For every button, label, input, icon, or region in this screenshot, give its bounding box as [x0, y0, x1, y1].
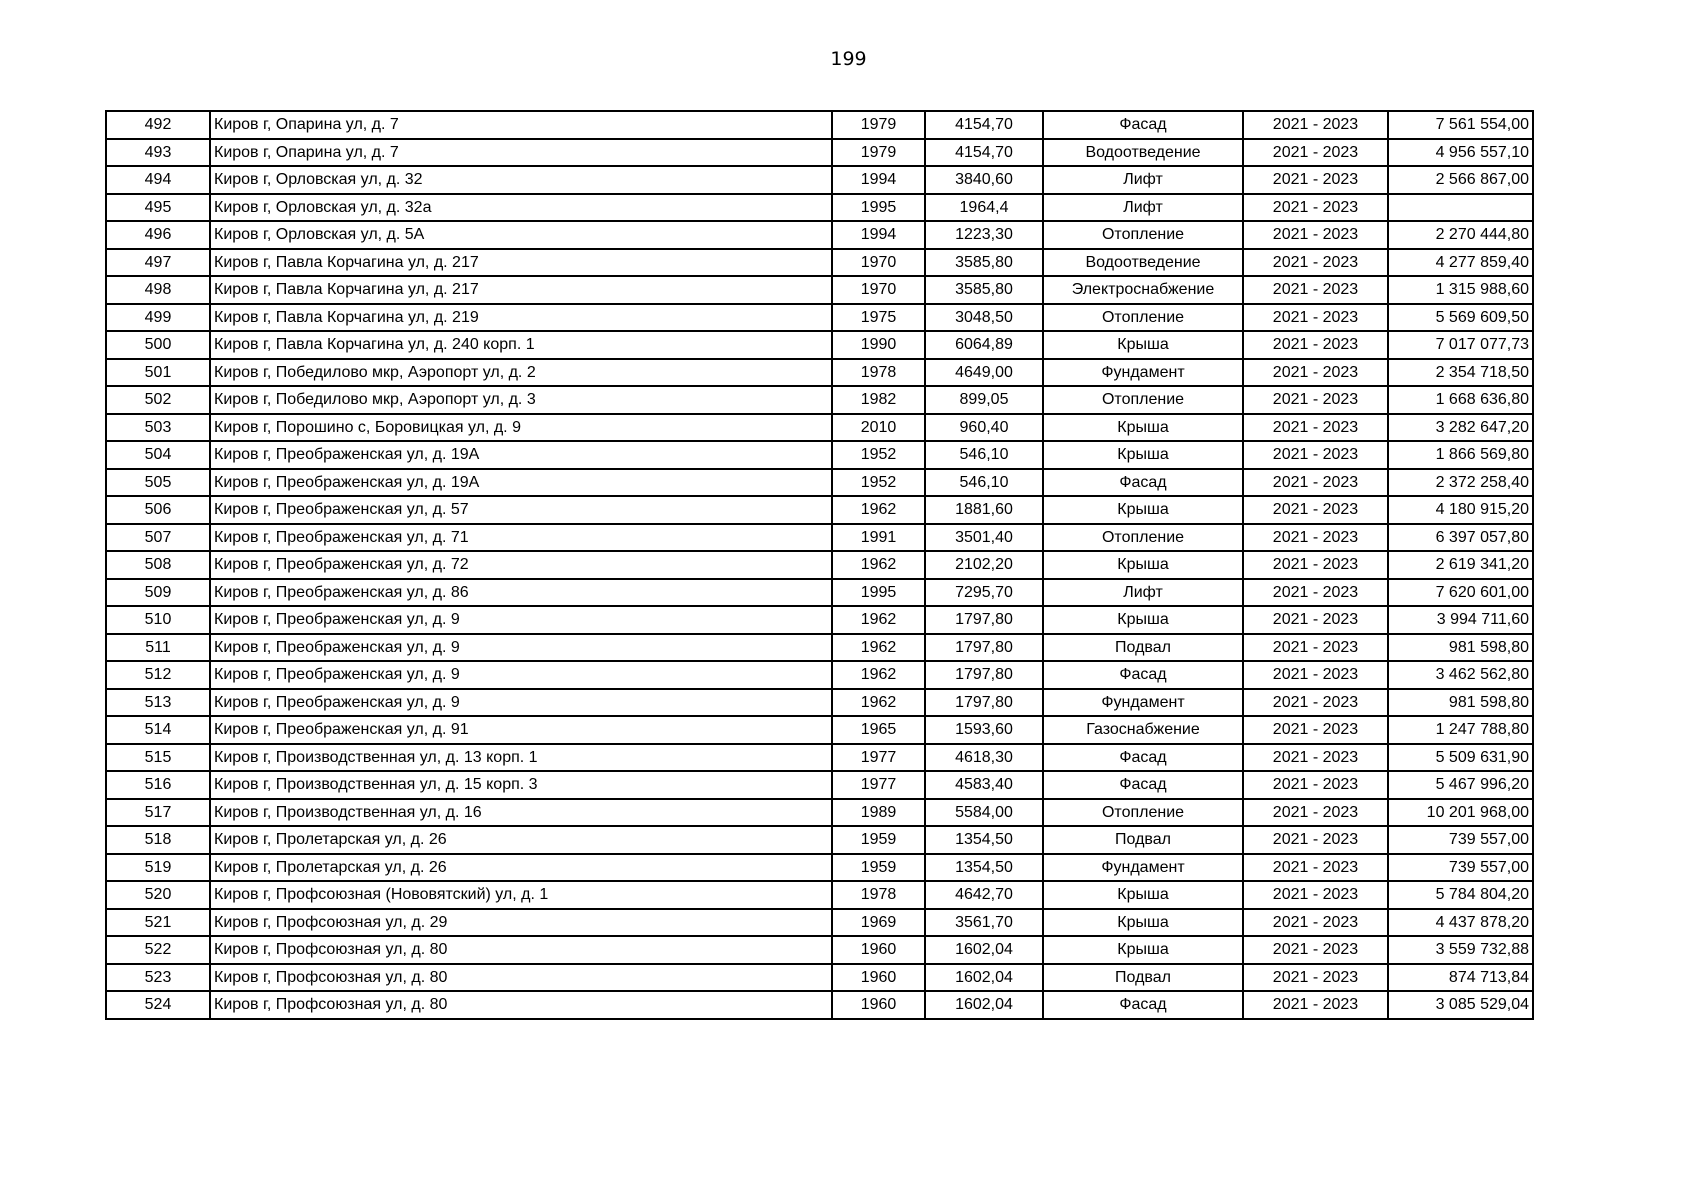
cost-cell: 2 619 341,20 [1388, 551, 1533, 579]
period-cell: 2021 - 2023 [1243, 606, 1388, 634]
address-cell: Киров г, Павла Корчагина ул, д. 217 [210, 276, 832, 304]
area-cell: 1602,04 [925, 964, 1043, 992]
table-row [106, 111, 1533, 139]
cost-cell: 1 866 569,80 [1388, 441, 1533, 469]
year-built-cell: 1978 [832, 881, 925, 909]
address-cell: Киров г, Пролетарская ул, д. 26 [210, 854, 832, 882]
year-built-cell: 1975 [832, 304, 925, 332]
address-cell: Киров г, Преображенская ул, д. 19А [210, 441, 832, 469]
area-cell: 1602,04 [925, 991, 1043, 1019]
row-number-cell: 519 [106, 854, 210, 882]
period-cell: 2021 - 2023 [1243, 991, 1388, 1019]
table-row [106, 661, 1533, 689]
row-number-cell: 499 [106, 304, 210, 332]
table-row [106, 881, 1533, 909]
cost-cell: 1 315 988,60 [1388, 276, 1533, 304]
year-built-cell: 1962 [832, 551, 925, 579]
row-number-cell: 524 [106, 991, 210, 1019]
row-number-cell: 515 [106, 744, 210, 772]
row-number-cell: 497 [106, 249, 210, 277]
row-number-cell: 502 [106, 386, 210, 414]
table-row [106, 936, 1533, 964]
cost-cell: 874 713,84 [1388, 964, 1533, 992]
period-cell: 2021 - 2023 [1243, 496, 1388, 524]
row-number-cell: 503 [106, 414, 210, 442]
cost-cell: 981 598,80 [1388, 634, 1533, 662]
work-type-cell: Лифт [1043, 166, 1243, 194]
cost-cell: 5 569 609,50 [1388, 304, 1533, 332]
area-cell: 899,05 [925, 386, 1043, 414]
row-number-cell: 500 [106, 331, 210, 359]
cost-cell: 7 620 601,00 [1388, 579, 1533, 607]
row-number-cell: 492 [106, 111, 210, 139]
table-row [106, 854, 1533, 882]
area-cell: 3561,70 [925, 909, 1043, 937]
table-row [106, 551, 1533, 579]
cost-cell: 5 509 631,90 [1388, 744, 1533, 772]
work-type-cell: Крыша [1043, 909, 1243, 937]
row-number-cell: 512 [106, 661, 210, 689]
year-built-cell: 1994 [832, 166, 925, 194]
period-cell: 2021 - 2023 [1243, 304, 1388, 332]
cost-cell: 1 668 636,80 [1388, 386, 1533, 414]
address-cell: Киров г, Павла Корчагина ул, д. 219 [210, 304, 832, 332]
row-number-cell: 494 [106, 166, 210, 194]
period-cell: 2021 - 2023 [1243, 716, 1388, 744]
area-cell: 4583,40 [925, 771, 1043, 799]
period-cell: 2021 - 2023 [1243, 551, 1388, 579]
cost-cell: 4 277 859,40 [1388, 249, 1533, 277]
year-built-cell: 1977 [832, 771, 925, 799]
area-cell: 1881,60 [925, 496, 1043, 524]
table-row [106, 139, 1533, 167]
row-number-cell: 521 [106, 909, 210, 937]
cost-cell: 2 354 718,50 [1388, 359, 1533, 387]
area-cell: 5584,00 [925, 799, 1043, 827]
period-cell: 2021 - 2023 [1243, 964, 1388, 992]
work-type-cell: Фасад [1043, 771, 1243, 799]
year-built-cell: 1952 [832, 469, 925, 497]
period-cell: 2021 - 2023 [1243, 469, 1388, 497]
area-cell: 1354,50 [925, 826, 1043, 854]
period-cell: 2021 - 2023 [1243, 194, 1388, 222]
row-number-cell: 510 [106, 606, 210, 634]
work-type-cell: Крыша [1043, 936, 1243, 964]
cost-cell [1388, 194, 1533, 222]
area-cell: 1602,04 [925, 936, 1043, 964]
row-number-cell: 493 [106, 139, 210, 167]
address-cell: Киров г, Орловская ул, д. 5А [210, 221, 832, 249]
work-type-cell: Лифт [1043, 194, 1243, 222]
address-cell: Киров г, Опарина ул, д. 7 [210, 111, 832, 139]
work-type-cell: Электроснабжение [1043, 276, 1243, 304]
work-type-cell: Отопление [1043, 304, 1243, 332]
year-built-cell: 1960 [832, 936, 925, 964]
row-number-cell: 518 [106, 826, 210, 854]
cost-cell: 3 282 647,20 [1388, 414, 1533, 442]
table-row [106, 386, 1533, 414]
address-cell: Киров г, Профсоюзная ул, д. 80 [210, 991, 832, 1019]
work-type-cell: Крыша [1043, 551, 1243, 579]
work-type-cell: Фундамент [1043, 689, 1243, 717]
row-number-cell: 506 [106, 496, 210, 524]
table-row [106, 826, 1533, 854]
address-cell: Киров г, Производственная ул, д. 13 корп. 1 [210, 744, 832, 772]
area-cell: 3501,40 [925, 524, 1043, 552]
cost-cell: 2 270 444,80 [1388, 221, 1533, 249]
address-cell: Киров г, Преображенская ул, д. 86 [210, 579, 832, 607]
work-type-cell: Подвал [1043, 964, 1243, 992]
table-row [106, 276, 1533, 304]
work-type-cell: Подвал [1043, 634, 1243, 662]
area-cell: 960,40 [925, 414, 1043, 442]
cost-cell: 7 017 077,73 [1388, 331, 1533, 359]
table-row [106, 689, 1533, 717]
period-cell: 2021 - 2023 [1243, 661, 1388, 689]
cost-cell: 7 561 554,00 [1388, 111, 1533, 139]
area-cell: 4618,30 [925, 744, 1043, 772]
work-type-cell: Фасад [1043, 744, 1243, 772]
work-type-cell: Водоотведение [1043, 139, 1243, 167]
year-built-cell: 1959 [832, 854, 925, 882]
row-number-cell: 507 [106, 524, 210, 552]
cost-cell: 3 085 529,04 [1388, 991, 1533, 1019]
address-cell: Киров г, Павла Корчагина ул, д. 217 [210, 249, 832, 277]
area-cell: 6064,89 [925, 331, 1043, 359]
year-built-cell: 1995 [832, 194, 925, 222]
area-cell: 2102,20 [925, 551, 1043, 579]
address-cell: Киров г, Порошино с, Боровицкая ул, д. 9 [210, 414, 832, 442]
address-cell: Киров г, Опарина ул, д. 7 [210, 139, 832, 167]
address-cell: Киров г, Преображенская ул, д. 9 [210, 661, 832, 689]
page-number: 199 [830, 48, 867, 70]
cost-cell: 5 784 804,20 [1388, 881, 1533, 909]
work-type-cell: Отопление [1043, 524, 1243, 552]
address-cell: Киров г, Профсоюзная (Нововятский) ул, д. 1 [210, 881, 832, 909]
table-row [106, 221, 1533, 249]
work-type-cell: Газоснабжение [1043, 716, 1243, 744]
area-cell: 1797,80 [925, 661, 1043, 689]
work-type-cell: Крыша [1043, 331, 1243, 359]
address-cell: Киров г, Орловская ул, д. 32а [210, 194, 832, 222]
year-built-cell: 1962 [832, 496, 925, 524]
period-cell: 2021 - 2023 [1243, 111, 1388, 139]
year-built-cell: 1969 [832, 909, 925, 937]
table-row [106, 496, 1533, 524]
period-cell: 2021 - 2023 [1243, 441, 1388, 469]
table-row [106, 744, 1533, 772]
year-built-cell: 1962 [832, 689, 925, 717]
work-type-cell: Отопление [1043, 386, 1243, 414]
row-number-cell: 498 [106, 276, 210, 304]
period-cell: 2021 - 2023 [1243, 881, 1388, 909]
area-cell: 1797,80 [925, 689, 1043, 717]
table-row [106, 524, 1533, 552]
year-built-cell: 1959 [832, 826, 925, 854]
period-cell: 2021 - 2023 [1243, 249, 1388, 277]
area-cell: 1593,60 [925, 716, 1043, 744]
row-number-cell: 496 [106, 221, 210, 249]
table-row [106, 964, 1533, 992]
table-row [106, 771, 1533, 799]
work-type-cell: Фасад [1043, 111, 1243, 139]
year-built-cell: 1960 [832, 991, 925, 1019]
work-type-cell: Подвал [1043, 826, 1243, 854]
year-built-cell: 1994 [832, 221, 925, 249]
table-row [106, 249, 1533, 277]
address-cell: Киров г, Производственная ул, д. 16 [210, 799, 832, 827]
period-cell: 2021 - 2023 [1243, 854, 1388, 882]
address-cell: Киров г, Преображенская ул, д. 71 [210, 524, 832, 552]
year-built-cell: 1970 [832, 249, 925, 277]
work-type-cell: Фасад [1043, 661, 1243, 689]
row-number-cell: 509 [106, 579, 210, 607]
year-built-cell: 1978 [832, 359, 925, 387]
area-cell: 1797,80 [925, 634, 1043, 662]
row-number-cell: 517 [106, 799, 210, 827]
table-row [106, 441, 1533, 469]
address-cell: Киров г, Преображенская ул, д. 9 [210, 689, 832, 717]
work-type-cell: Фасад [1043, 991, 1243, 1019]
cost-cell: 10 201 968,00 [1388, 799, 1533, 827]
area-cell: 4154,70 [925, 111, 1043, 139]
cost-cell: 1 247 788,80 [1388, 716, 1533, 744]
year-built-cell: 1965 [832, 716, 925, 744]
area-cell: 1797,80 [925, 606, 1043, 634]
address-cell: Киров г, Преображенская ул, д. 57 [210, 496, 832, 524]
cost-cell: 3 462 562,80 [1388, 661, 1533, 689]
work-type-cell: Фундамент [1043, 359, 1243, 387]
address-cell: Киров г, Павла Корчагина ул, д. 240 корп. 1 [210, 331, 832, 359]
row-number-cell: 495 [106, 194, 210, 222]
table-row [106, 991, 1533, 1019]
cost-cell: 4 437 878,20 [1388, 909, 1533, 937]
cost-cell: 2 372 258,40 [1388, 469, 1533, 497]
year-built-cell: 1962 [832, 634, 925, 662]
table-row [106, 304, 1533, 332]
row-number-cell: 516 [106, 771, 210, 799]
address-cell: Киров г, Орловская ул, д. 32 [210, 166, 832, 194]
area-cell: 1223,30 [925, 221, 1043, 249]
period-cell: 2021 - 2023 [1243, 139, 1388, 167]
period-cell: 2021 - 2023 [1243, 221, 1388, 249]
cost-cell: 3 994 711,60 [1388, 606, 1533, 634]
work-type-cell: Крыша [1043, 496, 1243, 524]
row-number-cell: 513 [106, 689, 210, 717]
area-cell: 3585,80 [925, 249, 1043, 277]
period-cell: 2021 - 2023 [1243, 799, 1388, 827]
period-cell: 2021 - 2023 [1243, 579, 1388, 607]
cost-cell: 739 557,00 [1388, 854, 1533, 882]
year-built-cell: 1979 [832, 111, 925, 139]
area-cell: 546,10 [925, 441, 1043, 469]
year-built-cell: 1952 [832, 441, 925, 469]
area-cell: 4649,00 [925, 359, 1043, 387]
area-cell: 3585,80 [925, 276, 1043, 304]
period-cell: 2021 - 2023 [1243, 771, 1388, 799]
work-type-cell: Фасад [1043, 469, 1243, 497]
table-row [106, 579, 1533, 607]
registry-table [105, 110, 1534, 1020]
work-type-cell: Отопление [1043, 221, 1243, 249]
period-cell: 2021 - 2023 [1243, 276, 1388, 304]
year-built-cell: 1982 [832, 386, 925, 414]
cost-cell: 739 557,00 [1388, 826, 1533, 854]
row-number-cell: 501 [106, 359, 210, 387]
work-type-cell: Фундамент [1043, 854, 1243, 882]
year-built-cell: 1995 [832, 579, 925, 607]
area-cell: 1964,4 [925, 194, 1043, 222]
work-type-cell: Водоотведение [1043, 249, 1243, 277]
year-built-cell: 1979 [832, 139, 925, 167]
area-cell: 4642,70 [925, 881, 1043, 909]
cost-cell: 4 956 557,10 [1388, 139, 1533, 167]
period-cell: 2021 - 2023 [1243, 744, 1388, 772]
row-number-cell: 523 [106, 964, 210, 992]
year-built-cell: 1962 [832, 661, 925, 689]
cost-cell: 5 467 996,20 [1388, 771, 1533, 799]
area-cell: 4154,70 [925, 139, 1043, 167]
cost-cell: 6 397 057,80 [1388, 524, 1533, 552]
address-cell: Киров г, Преображенская ул, д. 91 [210, 716, 832, 744]
row-number-cell: 505 [106, 469, 210, 497]
year-built-cell: 1960 [832, 964, 925, 992]
cost-cell: 981 598,80 [1388, 689, 1533, 717]
table-row [106, 331, 1533, 359]
address-cell: Киров г, Преображенская ул, д. 9 [210, 634, 832, 662]
cost-cell: 3 559 732,88 [1388, 936, 1533, 964]
table-row [106, 716, 1533, 744]
work-type-cell: Крыша [1043, 606, 1243, 634]
work-type-cell: Крыша [1043, 441, 1243, 469]
period-cell: 2021 - 2023 [1243, 386, 1388, 414]
year-built-cell: 1962 [832, 606, 925, 634]
row-number-cell: 511 [106, 634, 210, 662]
work-type-cell: Крыша [1043, 881, 1243, 909]
address-cell: Киров г, Преображенская ул, д. 72 [210, 551, 832, 579]
table-row [106, 799, 1533, 827]
year-built-cell: 1989 [832, 799, 925, 827]
address-cell: Киров г, Пролетарская ул, д. 26 [210, 826, 832, 854]
period-cell: 2021 - 2023 [1243, 359, 1388, 387]
address-cell: Киров г, Профсоюзная ул, д. 80 [210, 936, 832, 964]
address-cell: Киров г, Производственная ул, д. 15 корп. 3 [210, 771, 832, 799]
row-number-cell: 504 [106, 441, 210, 469]
table-row [106, 414, 1533, 442]
cost-cell: 2 566 867,00 [1388, 166, 1533, 194]
period-cell: 2021 - 2023 [1243, 414, 1388, 442]
row-number-cell: 508 [106, 551, 210, 579]
period-cell: 2021 - 2023 [1243, 634, 1388, 662]
year-built-cell: 1990 [832, 331, 925, 359]
address-cell: Киров г, Профсоюзная ул, д. 29 [210, 909, 832, 937]
cost-cell: 4 180 915,20 [1388, 496, 1533, 524]
area-cell: 3048,50 [925, 304, 1043, 332]
row-number-cell: 514 [106, 716, 210, 744]
table-row [106, 909, 1533, 937]
table-row [106, 166, 1533, 194]
period-cell: 2021 - 2023 [1243, 331, 1388, 359]
period-cell: 2021 - 2023 [1243, 166, 1388, 194]
work-type-cell: Отопление [1043, 799, 1243, 827]
address-cell: Киров г, Преображенская ул, д. 9 [210, 606, 832, 634]
year-built-cell: 1991 [832, 524, 925, 552]
row-number-cell: 520 [106, 881, 210, 909]
area-cell: 3840,60 [925, 166, 1043, 194]
period-cell: 2021 - 2023 [1243, 689, 1388, 717]
year-built-cell: 1977 [832, 744, 925, 772]
table-row [106, 194, 1533, 222]
period-cell: 2021 - 2023 [1243, 936, 1388, 964]
period-cell: 2021 - 2023 [1243, 826, 1388, 854]
work-type-cell: Лифт [1043, 579, 1243, 607]
year-built-cell: 1970 [832, 276, 925, 304]
area-cell: 546,10 [925, 469, 1043, 497]
address-cell: Киров г, Профсоюзная ул, д. 80 [210, 964, 832, 992]
table-row [106, 469, 1533, 497]
table-body [106, 111, 1533, 1019]
row-number-cell: 522 [106, 936, 210, 964]
period-cell: 2021 - 2023 [1243, 909, 1388, 937]
address-cell: Киров г, Победилово мкр, Аэропорт ул, д. 3 [210, 386, 832, 414]
work-type-cell: Крыша [1043, 414, 1243, 442]
address-cell: Киров г, Победилово мкр, Аэропорт ул, д. 2 [210, 359, 832, 387]
table-row [106, 359, 1533, 387]
period-cell: 2021 - 2023 [1243, 524, 1388, 552]
area-cell: 1354,50 [925, 854, 1043, 882]
year-built-cell: 2010 [832, 414, 925, 442]
area-cell: 7295,70 [925, 579, 1043, 607]
table-row [106, 606, 1533, 634]
address-cell: Киров г, Преображенская ул, д. 19А [210, 469, 832, 497]
table-row [106, 634, 1533, 662]
